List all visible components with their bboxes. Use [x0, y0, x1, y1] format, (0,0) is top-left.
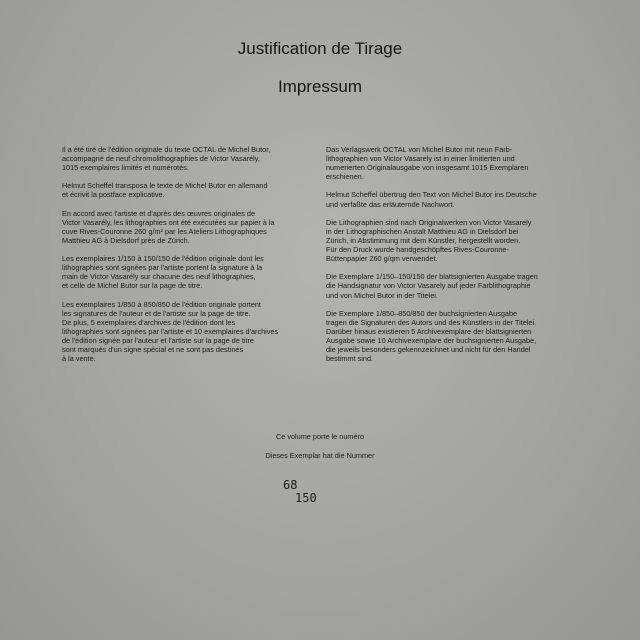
volume-number-label-german: Dieses Exemplar hat die Nummer: [265, 451, 375, 460]
page-title-german: Impressum: [277, 77, 363, 96]
page-title-french: Justification de Tirage: [237, 39, 403, 58]
edition-total: 150: [295, 491, 317, 505]
french-paragraph: Helmut Scheffel transposa le texte de Michel Butor en allemand et écrivit la postface explicative.: [62, 181, 268, 200]
german-paragraph: Helmut Scheffel übertrug den Text von Michel Butor ins Deutsche und verfaßte das erläuternde Nachwort.: [326, 190, 537, 209]
german-paragraph: Die Exemplare 1/850–850/850 der buchsignierten Ausgabe tragen die Signaturen des Autors und des Künstlers in der Titelei. Darüber hinaus existieren 5 Archivexemplare der blattsignierten Ausgabe sowie 10 Archivexemplare der buchsignierten Ausgabe, die jeweils besonders gekennzeichnet und nicht für den Handel bestimmt sind.: [326, 308, 537, 364]
french-text-column: [62, 145, 324, 372]
copy-number: 68: [283, 478, 298, 492]
german-paragraph: Das Verlagswerk OCTAL von Michel Butor mit neun Farb- lithographien von Victor Vasarely ist in einer limitierten und numerierten Originalausgabe von insgesamt 1015 Exemplaren erschienen.: [326, 145, 529, 182]
french-paragraph: Les exemplaires 1/150 à 150/150 de l'édition originale dont les lithographies sont signées par l'artiste portent la signature à la main de Victor Vasarély sur chacune des neuf lithographies, et celle de Michel Butor sur la page de titre.: [62, 254, 264, 291]
volume-number-label-french: Ce volume porte le numéro: [275, 432, 364, 441]
german-paragraph: Die Lithographien sind nach Originalwerken von Victor Vasarely in der Lithographischen Anstalt Matthieu AG in Dielsdorf bei Zürich, in Abstimmung mit dem Künstler, hergestellt worden. Für den Druck wurde handgeschöpftes Rives-Couronne- Büttenpapier 260 g/qm verwendet.: [326, 217, 532, 264]
french-paragraph: En accord avec l'artiste et d'après des œuvres originales de Victor Vasarély, les lithographies ont été exécutées sur papier à la cuve Rives-Couronne 260 g/m² par les Ateliers Lithographiques Matthieu AG à Dielsdorf près de Zürich.: [62, 208, 275, 245]
french-paragraph: Les exemplaires 1/850 à 850/850 de l'édition originale portent les signatures de l'auteur et de l'artiste sur la page de titre. De plus, 5 exemplaires d'archives de l'édition dont les lithographies sont signées par l'artiste et 10 exemplaires d'archives de l'édition signée par l'auteur et l'artiste sur la page de titre sont marqués d'un signe spécial et ne sont pas destinés à la vente.: [62, 299, 279, 364]
german-text-column: [326, 145, 586, 372]
german-paragraph: Die Exemplare 1/150–150/150 der blattsignierten Ausgabe tragen die Handsignatur von Victor Vasarely auf jeder Farblithographie und von Michel Butor in der Titelei.: [326, 272, 538, 300]
french-paragraph: Il a été tiré de l'édition originale du texte OCTAL de Michel Butor, accompagné de neuf chromolithographies de Victor Vasarély, 1015 exemplaires limités et numérotés.: [62, 145, 271, 173]
